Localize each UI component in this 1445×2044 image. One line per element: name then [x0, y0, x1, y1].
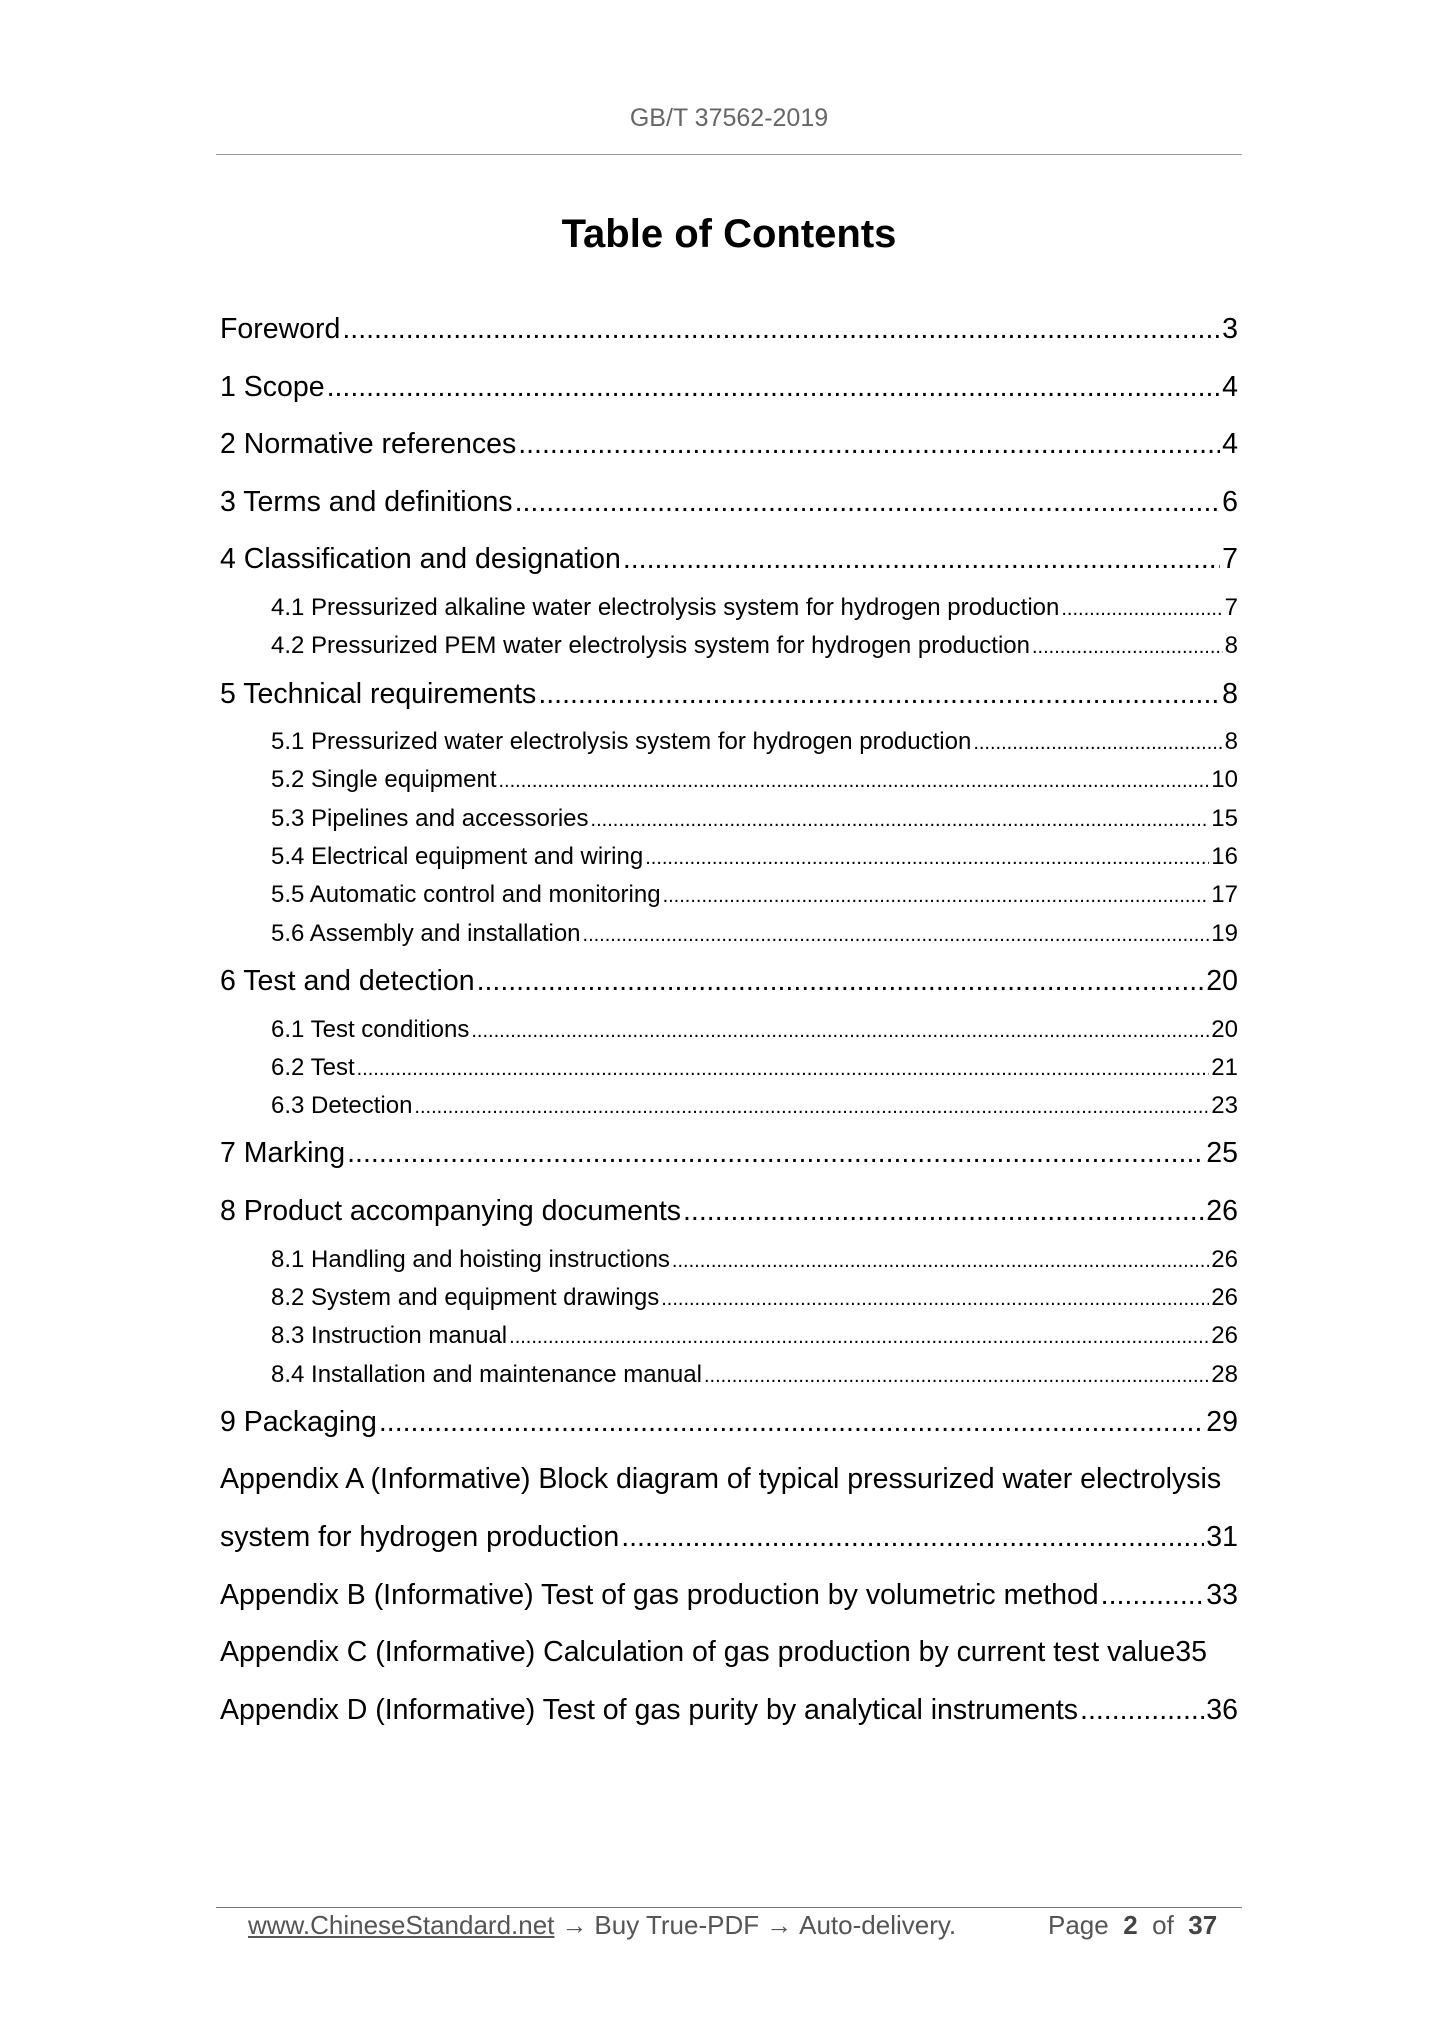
toc-page-number: 25: [1206, 1137, 1238, 1170]
toc-entry-marking[interactable]: [220, 1125, 1238, 1183]
toc-entry-label: 4 Classification and designation: [220, 543, 621, 576]
toc-page-number: 7: [1222, 543, 1238, 576]
toc-entry-appendix-a[interactable]: [220, 1509, 1238, 1567]
toc-page-number: 8: [1224, 728, 1238, 756]
dot-leader: [661, 1280, 1209, 1317]
dot-leader: [591, 801, 1210, 838]
toc-subentry-label: 8.2 System and equipment drawings: [271, 1283, 660, 1311]
toc-page-number: 35: [1175, 1636, 1207, 1669]
toc-page-number: 16: [1211, 843, 1238, 871]
toc-page-number: 8: [1222, 677, 1238, 710]
toc-subentry-label: 5.4 Electrical equipment and wiring: [271, 843, 644, 871]
dot-leader: [683, 1183, 1204, 1241]
toc-page-number: 26: [1211, 1245, 1238, 1273]
toc-subentry-label: 8.3 Instruction manual: [271, 1322, 508, 1350]
toc-entry-label: system for hydrogen production: [220, 1520, 620, 1553]
toc-entry-scope[interactable]: [220, 359, 1238, 417]
toc-entry-label: 7 Marking: [220, 1137, 346, 1170]
toc-page-number: 29: [1206, 1405, 1238, 1438]
toc-subentry-label: 8.1 Handling and hoisting instructions: [271, 1245, 670, 1273]
toc-subentry-8-3[interactable]: [220, 1317, 1238, 1355]
toc-page-number: 31: [1206, 1520, 1238, 1553]
footer-divider: [216, 1907, 1242, 1908]
dot-leader: [973, 724, 1222, 761]
toc-subentry-6-3[interactable]: [220, 1087, 1238, 1125]
toc-page-number: 20: [1211, 1015, 1238, 1043]
toc-subentry-label: 8.4 Installation and maintenance manual: [271, 1360, 702, 1388]
toc-page-number: 28: [1211, 1360, 1238, 1388]
dot-leader: [342, 301, 1220, 359]
toc-subentry-8-2[interactable]: [220, 1279, 1238, 1317]
dot-leader: [414, 1088, 1209, 1125]
toc-page-number: 26: [1211, 1322, 1238, 1350]
toc-entry-appendix-d[interactable]: [220, 1682, 1238, 1740]
dot-leader: [672, 1242, 1209, 1279]
toc-entry-label: Appendix D (Informative) Test of gas purity by analytical instruments: [220, 1693, 1079, 1726]
dot-leader: [583, 916, 1210, 953]
toc-subentry-5-3[interactable]: [220, 800, 1238, 838]
arrow-right-icon: →: [766, 1910, 793, 1940]
toc-subentry-4-2[interactable]: [220, 627, 1238, 665]
toc-entry-label: 2 Normative references: [220, 428, 517, 461]
toc-page-number: 26: [1211, 1283, 1238, 1311]
toc-subentry-5-6[interactable]: [220, 915, 1238, 953]
toc-page-number: 4: [1222, 428, 1238, 461]
toc-entry-label: Appendix C (Informative) Calculation of gas production by current test value: [220, 1636, 1176, 1669]
toc-entry-classification[interactable]: [220, 531, 1238, 589]
toc-page-number: 17: [1211, 881, 1238, 909]
toc-entry-test-and-detection[interactable]: [220, 953, 1238, 1011]
toc-page-number: 15: [1211, 804, 1238, 832]
dot-leader: [477, 953, 1205, 1011]
toc-subentry-label: 6.2 Test: [271, 1053, 355, 1081]
toc-entry-label: Appendix B (Informative) Test of gas production by volumetric method: [220, 1578, 1099, 1611]
toc-subentry-8-1[interactable]: [220, 1241, 1238, 1279]
toc-page-number: 36: [1206, 1693, 1238, 1726]
dot-leader: [704, 1357, 1209, 1394]
toc-page-number: 7: [1224, 593, 1238, 621]
toc-entry-label: 1 Scope: [220, 370, 325, 403]
toc-entry-appendix-c[interactable]: [220, 1624, 1238, 1682]
table-of-contents: [220, 301, 1238, 1739]
toc-entry-appendix-a-line1[interactable]: Appendix A (Informative) Block diagram of typical pressurized water electrolysis: [220, 1463, 1222, 1496]
toc-entry-technical-requirements[interactable]: [220, 666, 1238, 724]
dot-leader: [1061, 590, 1222, 627]
toc-page-number: 19: [1211, 919, 1238, 947]
dot-leader: [1101, 1567, 1205, 1625]
toc-page-number: 4: [1222, 370, 1238, 403]
toc-entry-packaging[interactable]: [220, 1394, 1238, 1452]
total-pages-number: 37: [1188, 1910, 1218, 1940]
toc-subentry-label: 4.1 Pressurized alkaline water electrolysis system for hydrogen production: [271, 593, 1060, 621]
toc-page-number: 21: [1211, 1053, 1238, 1081]
dot-leader: [621, 1509, 1204, 1567]
toc-subentry-label: 5.6 Assembly and installation: [271, 919, 581, 947]
toc-subentry-label: 4.2 Pressurized PEM water electrolysis system for hydrogen production: [271, 632, 1030, 660]
toc-entry-accompanying-documents[interactable]: [220, 1183, 1238, 1241]
dot-leader: [347, 1125, 1204, 1183]
toc-page-number: 33: [1206, 1578, 1238, 1611]
dot-leader: [515, 474, 1221, 532]
auto-delivery-text: Auto-delivery.: [799, 1910, 957, 1940]
toc-subentry-5-4[interactable]: [220, 838, 1238, 876]
dot-leader: [518, 416, 1220, 474]
toc-page-number: 20: [1206, 964, 1238, 997]
toc-page-number: 3: [1222, 313, 1238, 345]
toc-subentry-8-4[interactable]: [220, 1356, 1238, 1394]
toc-subentry-label: 5.2 Single equipment: [271, 766, 497, 794]
arrow-right-icon: →: [561, 1910, 588, 1940]
buy-pdf-text: Buy True-PDF: [594, 1910, 760, 1940]
toc-subentry-label: 6.1 Test conditions: [271, 1015, 470, 1043]
dot-leader: [663, 877, 1210, 914]
toc-entry-appendix-b[interactable]: [220, 1567, 1238, 1625]
dot-leader: [538, 666, 1220, 724]
toc-subentry-label: 5.1 Pressurized water electrolysis system for hydrogen production: [271, 728, 972, 756]
toc-page-number: 10: [1211, 766, 1238, 794]
of-word: of: [1152, 1910, 1174, 1940]
toc-subentry-5-5[interactable]: [220, 876, 1238, 914]
page-word: Page: [1048, 1910, 1109, 1940]
page-footer: [248, 1910, 1218, 1941]
toc-page-number: 23: [1211, 1092, 1238, 1120]
header-divider: [216, 154, 1242, 155]
toc-entry-label: 3 Terms and definitions: [220, 485, 513, 518]
toc-page-number: 6: [1222, 485, 1238, 518]
current-page-number: 2: [1123, 1910, 1138, 1940]
page-title: Table of Contents: [561, 212, 897, 256]
dot-leader: [379, 1394, 1204, 1452]
toc-subentry-5-2[interactable]: [220, 761, 1238, 799]
dot-leader: [645, 839, 1209, 876]
toc-entry-normative-references[interactable]: [220, 416, 1238, 474]
dot-leader: [1080, 1682, 1204, 1740]
dot-leader: [509, 1318, 1209, 1355]
toc-subentry-label: 5.5 Automatic control and monitoring: [271, 881, 661, 909]
dot-leader: [623, 531, 1220, 589]
toc-entry-label: 5 Technical requirements: [220, 677, 537, 710]
toc-subentry-4-1[interactable]: [220, 589, 1238, 627]
toc-entry-label: 8 Product accompanying documents: [220, 1195, 682, 1228]
toc-page-number: 26: [1206, 1195, 1238, 1228]
toc-subentry-label: 5.3 Pipelines and accessories: [271, 804, 589, 832]
dot-leader: [499, 762, 1210, 799]
dot-leader: [357, 1050, 1210, 1087]
toc-entry-label: 6 Test and detection: [220, 964, 475, 997]
dot-leader: [327, 359, 1221, 417]
page-indicator: [1048, 1910, 1217, 1941]
toc-entry-terms[interactable]: [220, 474, 1238, 532]
toc-subentry-6-1[interactable]: [220, 1011, 1238, 1049]
toc-subentry-5-1[interactable]: [220, 723, 1238, 761]
toc-subentry-label: 6.3 Detection: [271, 1092, 413, 1120]
document-number-header: GB/T 37562-2019: [629, 104, 829, 132]
website-link[interactable]: www.ChineseStandard.net: [248, 1910, 555, 1940]
toc-entry-label: Foreword: [220, 313, 341, 345]
dot-leader: [471, 1012, 1209, 1049]
toc-subentry-6-2[interactable]: [220, 1049, 1238, 1087]
dot-leader: [1032, 628, 1223, 665]
toc-page-number: 8: [1224, 632, 1238, 660]
toc-entry-label: 9 Packaging: [220, 1405, 377, 1438]
toc-entry-foreword[interactable]: [220, 301, 1238, 359]
